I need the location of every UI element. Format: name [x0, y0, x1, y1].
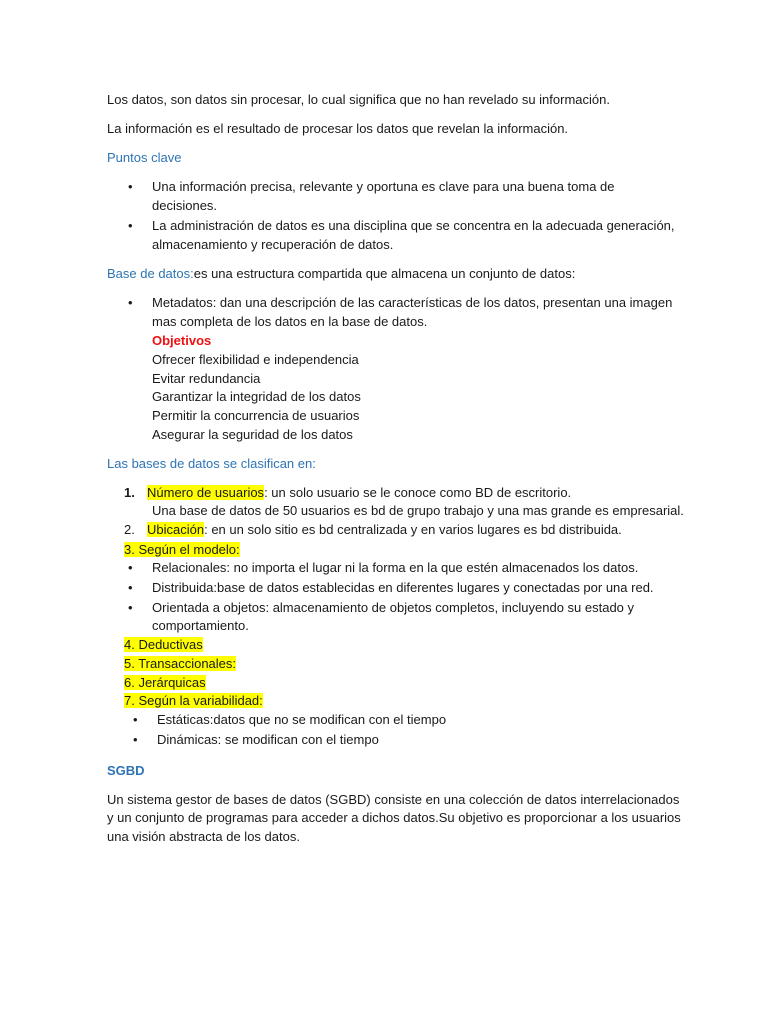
ubicacion-label: Ubicación: [147, 522, 205, 537]
modelo-bullet-objetos-line-1: Orientada a objetos: almacenamiento de objetos completos, incluyendo su estado y: [152, 600, 635, 615]
objetivo-item: Asegurar la seguridad de los datos: [152, 427, 353, 442]
clasificacion-item-6: [124, 674, 206, 692]
segun-variabilidad-label: 7. Según la variabilidad:: [124, 693, 263, 708]
clasificacion-item-4: [124, 636, 203, 654]
sgbd-paragraph-line-1: Un sistema gestor de bases de datos (SGBD) consiste en una colección de datos interrelacionados: [107, 792, 680, 807]
segun-modelo-label: 3. Según el modelo:: [124, 542, 240, 557]
metadatos-line-2: mas completa de los datos en la base de datos.: [152, 314, 428, 329]
modelo-bullet-objetos-line-2: comportamiento.: [152, 618, 249, 633]
bullet-icon: •: [128, 560, 133, 575]
intro-paragraph-2: La información es el resultado de procesar los datos que revelan la información.: [107, 121, 569, 136]
clasificacion-item-2: [147, 521, 622, 539]
base-datos-line: [107, 265, 575, 283]
clasificacion-item-1-cont: Una base de datos de 50 usuarios es bd de grupo trabajo y una mas grande es empresarial.: [152, 503, 684, 518]
bullet-icon: •: [128, 580, 133, 595]
jerarquicas-label: 6. Jerárquicas: [124, 675, 206, 690]
ubicacion-text: : en un solo sitio es bd centralizada y en varios lugares es bd distribuida.: [204, 522, 622, 537]
bullet-icon: •: [128, 600, 133, 615]
puntos-bullet-1-line-1: Una información precisa, relevante y oportuna es clave para una buena toma de: [152, 179, 615, 194]
clasificacion-item-7: [124, 692, 263, 710]
base-datos-label: Base de datos:: [107, 266, 194, 281]
objetivos-heading: Objetivos: [152, 333, 212, 348]
puntos-bullet-2-line-2: almacenamiento y recuperación de datos.: [152, 237, 394, 252]
clasificacion-item-1: [147, 484, 571, 502]
modelo-bullet-distribuida: Distribuida:base de datos establecidas en diferentes lugares y conectadas por una red.: [152, 580, 654, 595]
transaccionales-label: 5. Transaccionales:: [124, 656, 237, 671]
puntos-bullet-1-line-2: decisiones.: [152, 198, 218, 213]
objetivo-item: Ofrecer flexibilidad e independencia: [152, 352, 359, 367]
base-datos-text: es una estructura compartida que almacena un conjunto de datos:: [193, 266, 576, 281]
clasificacion-item-3: [124, 541, 240, 559]
puntos-bullet-2-line-1: La administración de datos es una disciplina que se concentra en la adecuada generación,: [152, 218, 675, 233]
variabilidad-bullet-estaticas: Estáticas:datos que no se modifican con el tiempo: [157, 712, 447, 727]
list-number-1: 1.: [124, 485, 135, 500]
bullet-icon: •: [128, 179, 133, 194]
intro-paragraph-1: Los datos, son datos sin procesar, lo cual significa que no han revelado su información.: [107, 92, 610, 107]
sgbd-paragraph-line-2: y un conjunto de programas para acceder a dichos datos.Su objetivo es proporcionar a los usuarios: [107, 810, 681, 825]
variabilidad-bullet-dinamicas: Dinámicas: se modifican con el tiempo: [157, 732, 379, 747]
clasificacion-item-5: [124, 655, 236, 673]
puntos-clave-heading: Puntos clave: [107, 150, 182, 165]
sgbd-paragraph-line-3: una visión abstracta de los datos.: [107, 829, 300, 844]
bullet-icon: •: [133, 732, 138, 747]
deductivas-label: 4. Deductivas: [124, 637, 203, 652]
list-number-2: 2.: [124, 522, 135, 537]
objetivo-item: Permitir la concurrencia de usuarios: [152, 408, 360, 423]
bullet-icon: •: [128, 218, 133, 233]
numero-usuarios-label: Número de usuarios: [147, 485, 265, 500]
bullet-icon: •: [133, 712, 138, 727]
objetivo-item: Evitar redundancia: [152, 371, 261, 386]
objetivo-item: Garantizar la integridad de los datos: [152, 389, 361, 404]
numero-usuarios-text: : un solo usuario se le conoce como BD de escritorio.: [264, 485, 572, 500]
modelo-bullet-relacionales: Relacionales: no importa el lugar ni la forma en la que estén almacenados los datos.: [152, 560, 639, 575]
sgbd-heading: SGBD: [107, 763, 145, 778]
metadatos-line-1: Metadatos: dan una descripción de las características de los datos, presentan una imagen: [152, 295, 673, 310]
bullet-icon: •: [128, 295, 133, 310]
clasificacion-heading: Las bases de datos se clasifican en:: [107, 456, 316, 471]
